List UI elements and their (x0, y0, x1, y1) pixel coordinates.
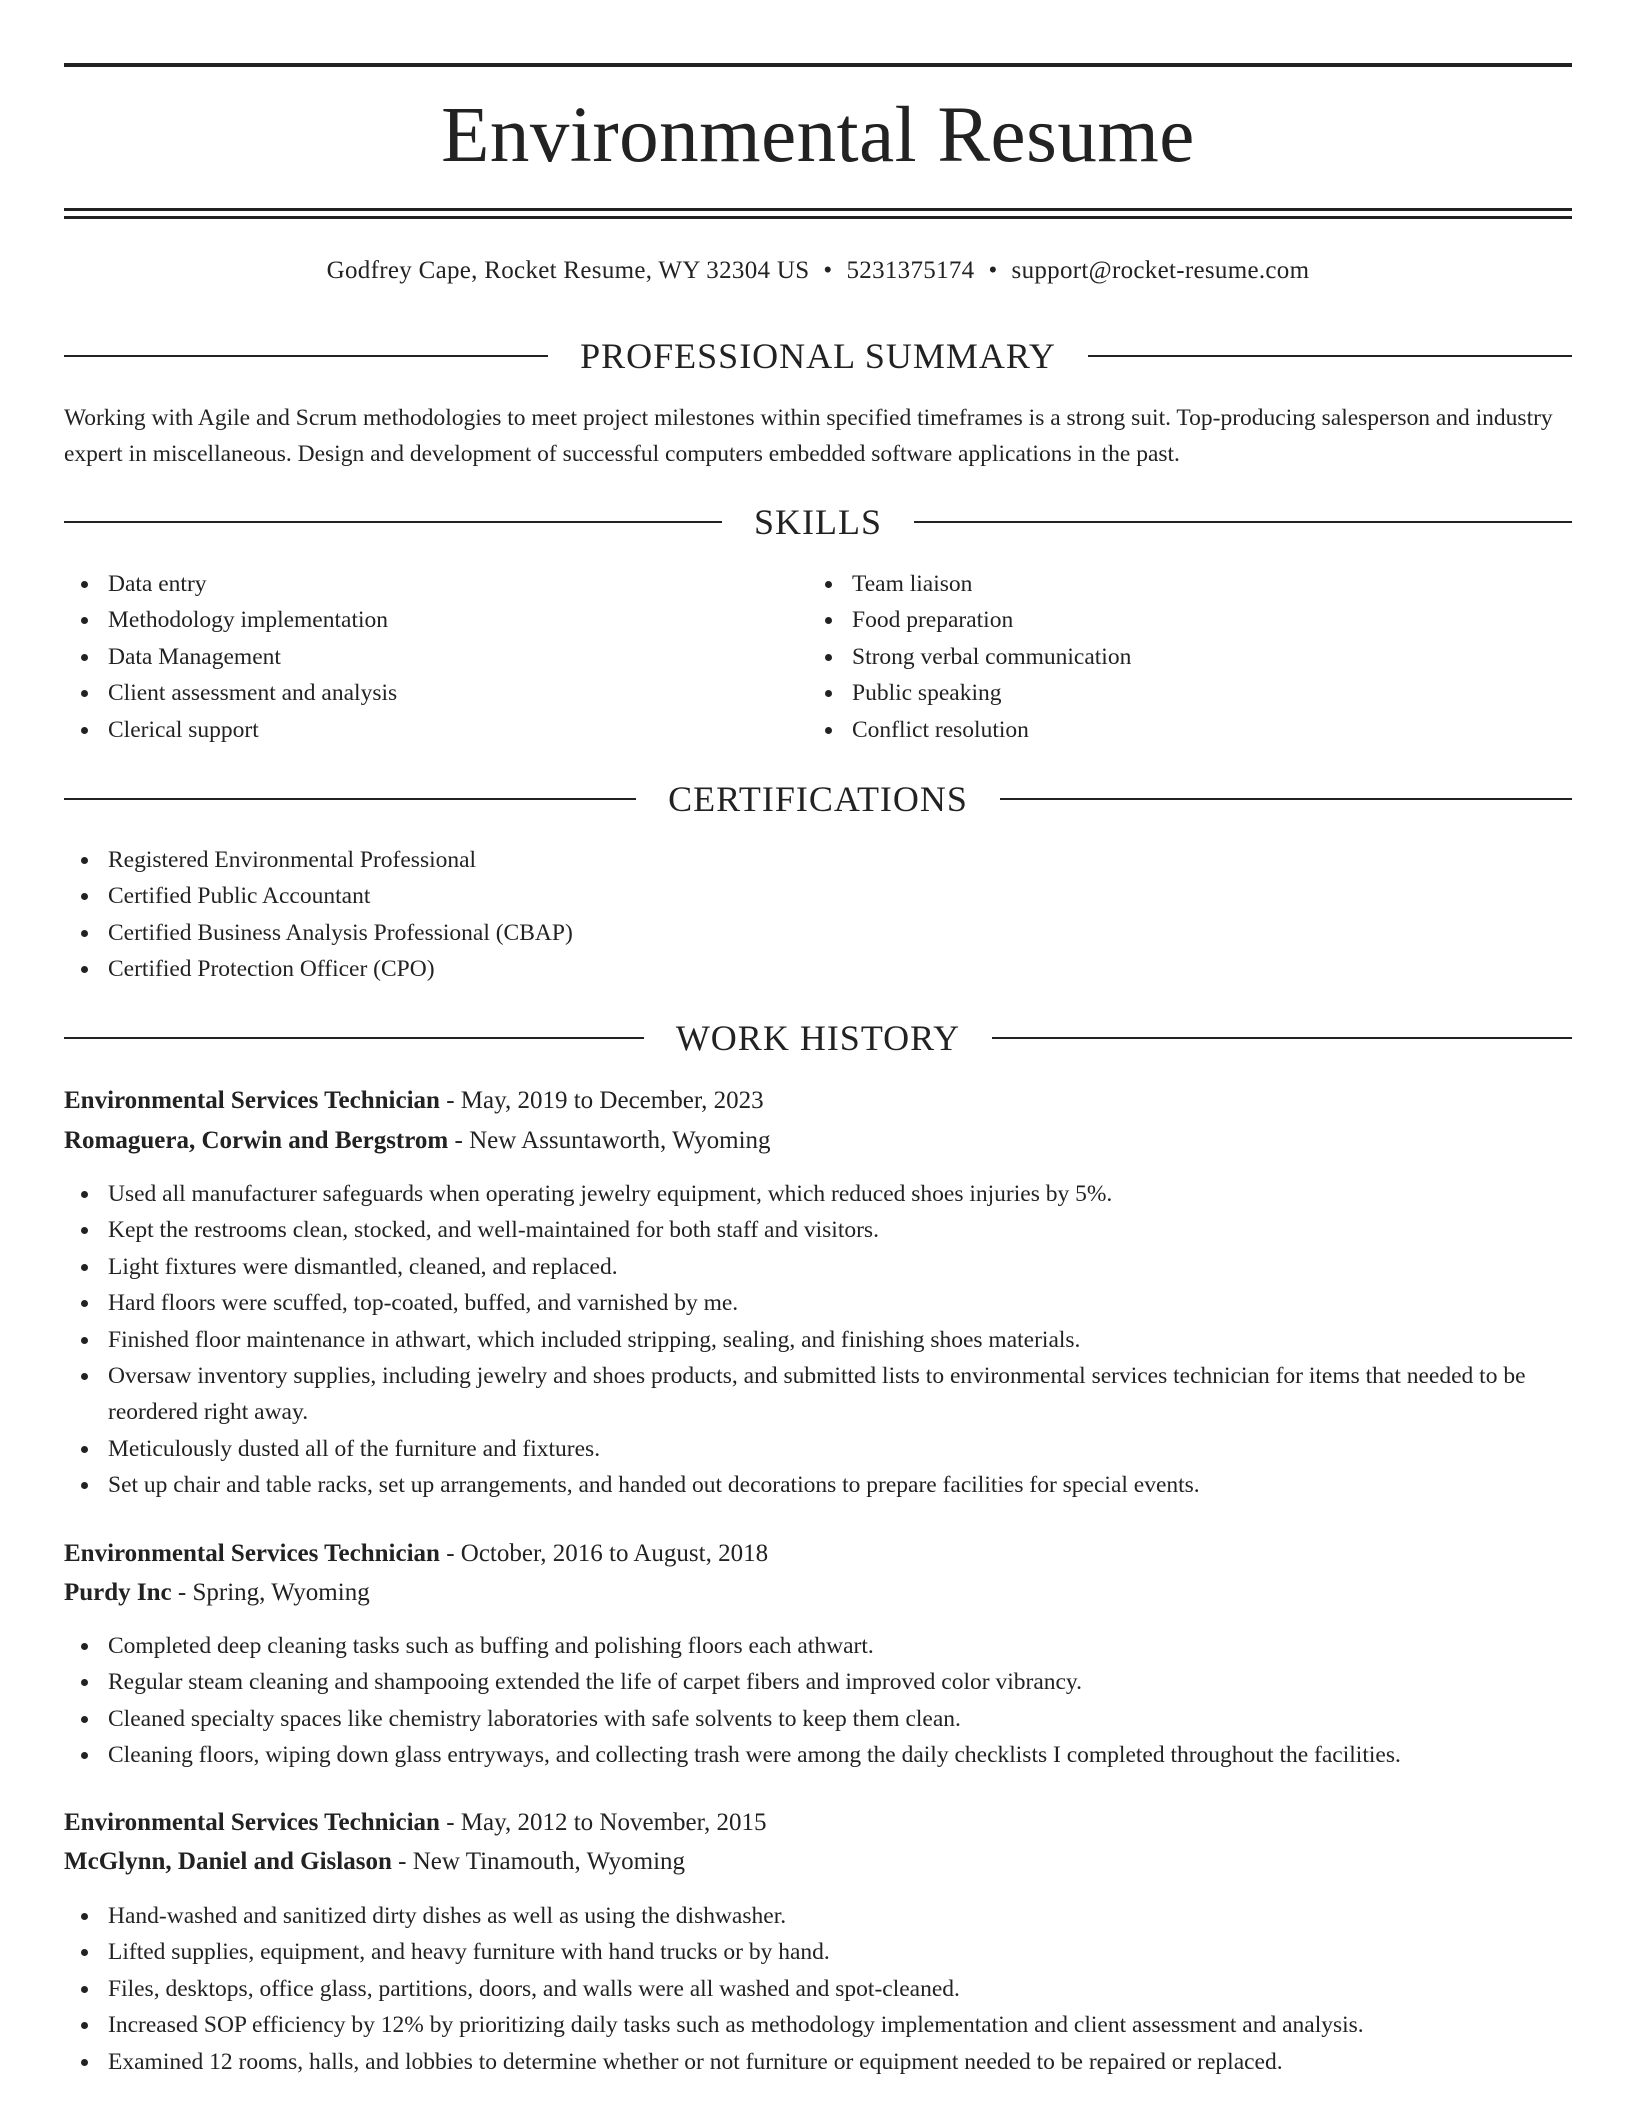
summary-paragraph: Working with Agile and Scrum methodologies to meet project milestones within specified timeframes is a strong suit. Top-producing salesperson and industry expert in miscellaneous. Design and development of successful computers embedded software applications in the past. (64, 405, 1553, 467)
job-bullet: Completed deep cleaning tasks such as buffing and polishing floors each athwart. (64, 1628, 1572, 1664)
job-bullets (64, 1628, 1572, 1774)
job-location: Spring, Wyoming (192, 1579, 370, 1606)
skill-item: Public speaking (808, 675, 1568, 711)
job-bullet: Oversaw inventory supplies, including jewelry and shoes products, and submitted lists to environmental services technician for items that needed to be reordered right away. (64, 1358, 1572, 1431)
contact-separator: • (988, 257, 998, 284)
section-heading-skills (64, 500, 1572, 544)
certifications-list (64, 842, 1572, 988)
skill-item: Data entry (64, 566, 804, 602)
job-bullet: Examined 12 rooms, halls, and lobbies to determine whether or not furniture or equipment needed to be repaired or replaced. (64, 2044, 1572, 2080)
heading-rule (64, 355, 548, 357)
heading-rule (64, 1037, 644, 1039)
certification-item: Registered Environmental Professional (64, 842, 1572, 878)
top-rule (64, 63, 1572, 67)
job-location: New Tinamouth, Wyoming (412, 1848, 686, 1875)
job-bullet: Light fixtures were dismantled, cleaned, and replaced. (64, 1249, 1572, 1285)
job-bullet: Files, desktops, office glass, partitions, doors, and walls were all washed and spot-cleaned. (64, 1971, 1572, 2007)
skill-item: Strong verbal communication (808, 639, 1568, 675)
job-company-line: McGlynn, Daniel and Gislason - New Tinamouth, Wyoming (64, 1848, 686, 1875)
job-title: Environmental Services Technician (64, 1540, 440, 1567)
job-dates: May, 2019 to December, 2023 (460, 1087, 764, 1114)
certification-item: Certified Public Accountant (64, 878, 1572, 914)
job-dates: October, 2016 to August, 2018 (460, 1540, 769, 1567)
contact-address: Godfrey Cape, Rocket Resume, WY 32304 US (326, 257, 810, 284)
job-company: McGlynn, Daniel and Gislason (64, 1848, 392, 1875)
skills-list-left (64, 566, 804, 748)
job-bullet: Increased SOP efficiency by 12% by prioritizing daily tasks such as methodology implementation and client assessment and analysis. (64, 2007, 1572, 2043)
heading-rule (1088, 355, 1572, 357)
heading-rule (64, 798, 636, 800)
job-bullet: Regular steam cleaning and shampooing extended the life of carpet fibers and improved color vibrancy. (64, 1664, 1572, 1700)
job-bullet: Hard floors were scuffed, top-coated, buffed, and varnished by me. (64, 1285, 1572, 1321)
certification-item: Certified Business Analysis Professional (CBAP) (64, 915, 1572, 951)
contact-phone: 5231375174 (846, 257, 975, 284)
job-bullet: Hand-washed and sanitized dirty dishes as well as using the dishwasher. (64, 1898, 1572, 1934)
contact-email: support@rocket-resume.com (1011, 257, 1310, 284)
heading-rule (64, 521, 722, 523)
contact-line (64, 256, 1572, 286)
skill-item: Food preparation (808, 602, 1568, 638)
job-bullet: Set up chair and table racks, set up arrangements, and handed out decorations to prepare facilities for special events. (64, 1467, 1572, 1503)
job-title-line: Environmental Services Technician - May, 2019 to December, 2023 (64, 1087, 764, 1114)
resume-title: Environmental Resume (441, 92, 1195, 179)
job-bullet: Lifted supplies, equipment, and heavy furniture with hand trucks or by hand. (64, 1934, 1572, 1970)
title-rule-lower (64, 216, 1572, 219)
title-rule-upper (64, 208, 1572, 211)
skill-item: Conflict resolution (808, 712, 1568, 748)
section-title: SKILLS (754, 502, 883, 542)
skill-item: Clerical support (64, 712, 804, 748)
heading-rule (1000, 798, 1572, 800)
skill-item: Client assessment and analysis (64, 675, 804, 711)
contact-separator: • (823, 257, 833, 284)
skills-list-right (808, 566, 1568, 748)
job-company: Purdy Inc (64, 1579, 172, 1606)
job-title-line: Environmental Services Technician - October, 2016 to August, 2018 (64, 1540, 769, 1567)
skill-item: Data Management (64, 639, 804, 675)
job-bullet: Finished floor maintenance in athwart, which included stripping, sealing, and finishing shoes materials. (64, 1322, 1572, 1358)
job-company-line: Purdy Inc - Spring, Wyoming (64, 1579, 370, 1606)
section-title: PROFESSIONAL SUMMARY (580, 336, 1056, 376)
job-bullet: Meticulously dusted all of the furniture and fixtures. (64, 1431, 1572, 1467)
job-location: New Assuntaworth, Wyoming (469, 1127, 771, 1154)
job-bullet: Kept the restrooms clean, stocked, and well-maintained for both staff and visitors. (64, 1212, 1572, 1248)
section-title: CERTIFICATIONS (668, 779, 968, 819)
section-heading-work-history (64, 1016, 1572, 1060)
job-bullet: Cleaned specialty spaces like chemistry laboratories with safe solvents to keep them clean. (64, 1701, 1572, 1737)
job-bullets (64, 1176, 1572, 1504)
certification-item: Certified Protection Officer (CPO) (64, 951, 1572, 987)
heading-rule (914, 521, 1572, 523)
job-bullets (64, 1898, 1572, 2080)
skill-item: Team liaison (808, 566, 1568, 602)
job-company-line: Romaguera, Corwin and Bergstrom - New Assuntaworth, Wyoming (64, 1127, 771, 1154)
job-bullet: Cleaning floors, wiping down glass entryways, and collecting trash were among the daily checklists I completed throughout the facilities. (64, 1737, 1572, 1773)
section-heading-certifications (64, 777, 1572, 821)
job-title-line: Environmental Services Technician - May, 2012 to November, 2015 (64, 1809, 767, 1836)
skill-item: Methodology implementation (64, 602, 804, 638)
job-title: Environmental Services Technician (64, 1087, 440, 1114)
section-title: WORK HISTORY (675, 1018, 961, 1058)
heading-rule (992, 1037, 1572, 1039)
job-bullet: Used all manufacturer safeguards when operating jewelry equipment, which reduced shoes injuries by 5%. (64, 1176, 1572, 1212)
job-company: Romaguera, Corwin and Bergstrom (64, 1127, 449, 1154)
section-heading-summary (64, 334, 1572, 378)
job-dates: May, 2012 to November, 2015 (460, 1809, 767, 1836)
job-title: Environmental Services Technician (64, 1809, 440, 1836)
